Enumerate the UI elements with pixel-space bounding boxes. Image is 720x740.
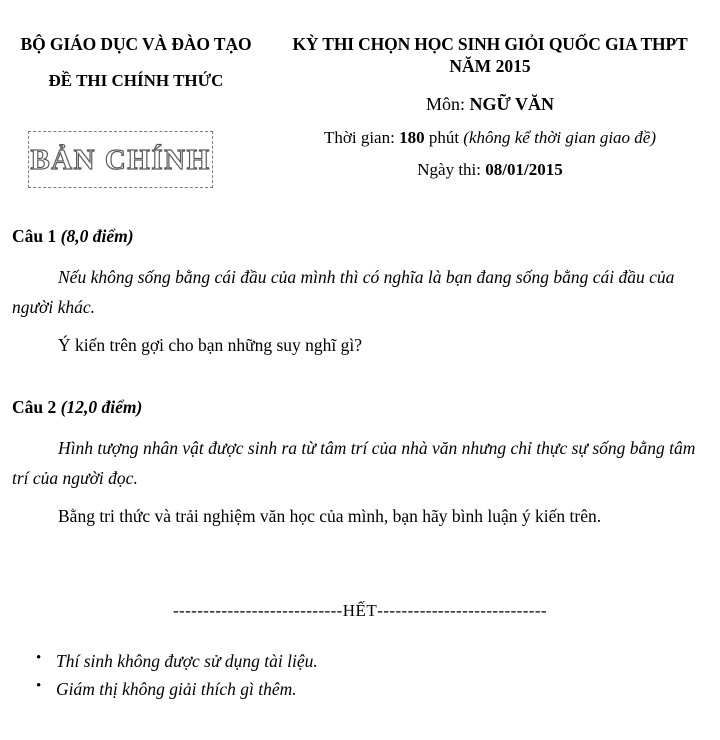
exam-year: NĂM 2015 xyxy=(449,55,531,76)
duration-note: (không kể thời gian giao đề) xyxy=(463,127,657,147)
exam-date-label: Ngày thi: xyxy=(417,160,482,180)
list-item: • Thí sinh không được sử dụng tài liệu. xyxy=(56,648,556,676)
question-2-points: (12,0 điểm) xyxy=(60,397,143,417)
exam-notes-list xyxy=(34,648,556,703)
header-right-column xyxy=(268,34,712,181)
official-stamp xyxy=(28,131,213,188)
question-1-points: (8,0 điểm) xyxy=(60,226,134,246)
duration-value: 180 xyxy=(399,127,425,147)
duration-unit: phút xyxy=(428,127,460,147)
question-2-heading xyxy=(12,397,710,419)
subject-line xyxy=(268,94,712,116)
header-left-column xyxy=(8,34,264,91)
list-item: • Giám thị không giải thích gì thêm. xyxy=(56,676,556,704)
question-1-block xyxy=(12,226,710,360)
question-2-number: Câu 2 xyxy=(12,397,57,417)
official-exam-label: ĐỀ THI CHÍNH THỨC xyxy=(48,71,224,91)
exam-date-line xyxy=(268,160,712,180)
duration-line xyxy=(268,128,712,148)
question-2-prompt: Bằng tri thức và trải nghiệm văn học của mình, bạn hãy bình luận ý kiến trên. xyxy=(58,506,602,527)
subject-label: Môn: xyxy=(425,94,465,115)
exam-title: KỲ THI CHỌN HỌC SINH GIỎI QUỐC GIA THPT xyxy=(292,34,688,54)
end-separator xyxy=(0,601,720,621)
separator-dashes-left: ---------------------------- xyxy=(173,601,343,620)
separator-end-word: HẾT xyxy=(342,601,378,620)
question-1-heading xyxy=(12,226,710,248)
question-1-prompt: Ý kiến trên gợi cho bạn những suy nghĩ gì? xyxy=(58,335,363,356)
duration-label: Thời gian: xyxy=(323,127,395,147)
stamp-text: BẢN CHÍNH xyxy=(30,143,211,176)
question-1-quote: Nếu không sống bằng cái đầu của mình thì có nghĩa là bạn đang sống bằng cái đầu của người khác. xyxy=(12,266,675,317)
question-2-quote: Hình tượng nhân vật được sinh ra từ tâm trí của nhà văn nhưng chỉ thực sự sống bằng tâm trí của người đọc. xyxy=(12,437,696,488)
question-1-number: Câu 1 xyxy=(12,226,57,246)
ministry-name: BỘ GIÁO DỤC VÀ ĐÀO TẠO xyxy=(20,34,252,54)
subject-value: NGỮ VĂN xyxy=(469,94,554,115)
separator-dashes-right: ---------------------------- xyxy=(377,601,547,620)
exam-date-value: 08/01/2015 xyxy=(485,160,563,180)
question-2-block xyxy=(12,397,710,531)
